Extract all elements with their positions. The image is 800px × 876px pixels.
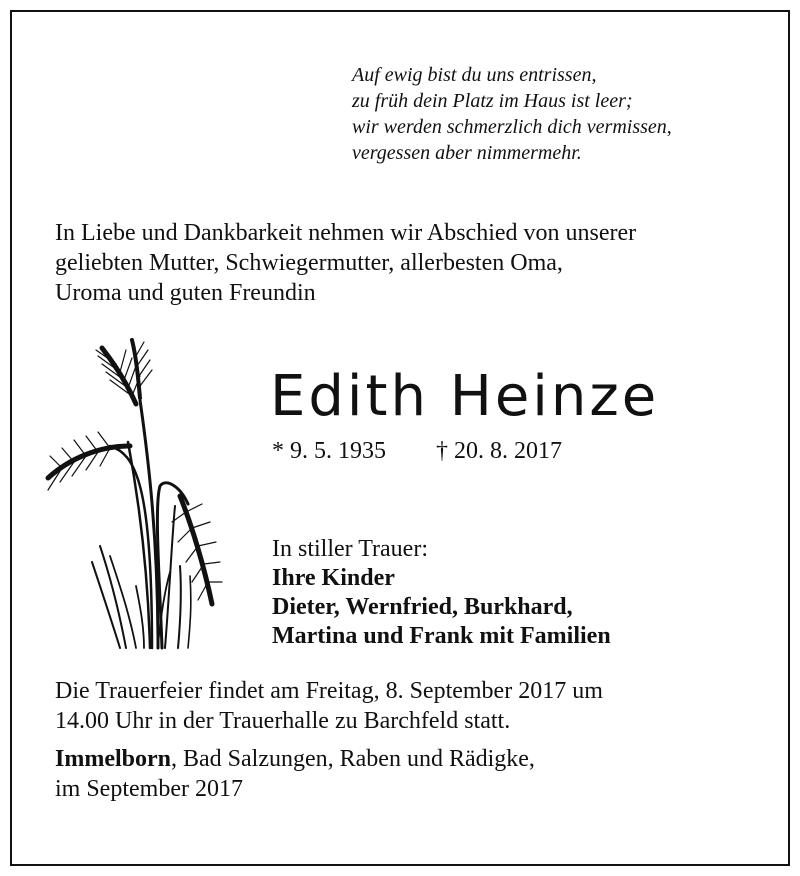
funeral-service-info (55, 676, 603, 736)
farewell-intro (55, 218, 636, 308)
wheat-ears-icon (40, 336, 225, 654)
mourners-block (272, 535, 611, 651)
places-line (55, 744, 535, 774)
death-date: † 20. 8. 2017 (436, 438, 562, 464)
first-town: Immelborn (55, 746, 171, 772)
intro-line: In Liebe und Dankbarkeit nehmen wir Abschied von unserer (55, 220, 637, 246)
mourner-line: Ihre Kinder (272, 565, 395, 591)
other-towns: , Bad Salzungen, Raben und Rädigke, (171, 746, 535, 772)
poem-line: zu früh dein Platz im Haus ist leer; (352, 90, 633, 112)
mourners-heading: In stiller Trauer: (272, 536, 428, 562)
life-dates (272, 436, 562, 466)
deceased-name: Edith Heinze (270, 364, 660, 429)
memorial-poem (352, 62, 672, 166)
place-and-date (55, 744, 535, 804)
intro-line: geliebten Mutter, Schwiegermutter, allerbesten Oma, (55, 250, 563, 276)
mourner-line: Dieter, Wernfried, Burkhard, (272, 594, 573, 620)
service-line: 14.00 Uhr in der Trauerhalle zu Barchfeld statt. (55, 708, 511, 734)
service-line: Die Trauerfeier findet am Freitag, 8. September 2017 um (55, 678, 603, 704)
poem-line: Auf ewig bist du uns entrissen, (352, 64, 597, 86)
mourner-line: Martina und Frank mit Familien (272, 623, 611, 649)
date-line: im September 2017 (55, 776, 243, 802)
birth-date: * 9. 5. 1935 (272, 438, 386, 464)
poem-line: vergessen aber nimmermehr. (352, 142, 582, 164)
intro-line: Uroma und guten Freundin (55, 280, 316, 306)
poem-line: wir werden schmerzlich dich vermissen, (352, 116, 672, 138)
